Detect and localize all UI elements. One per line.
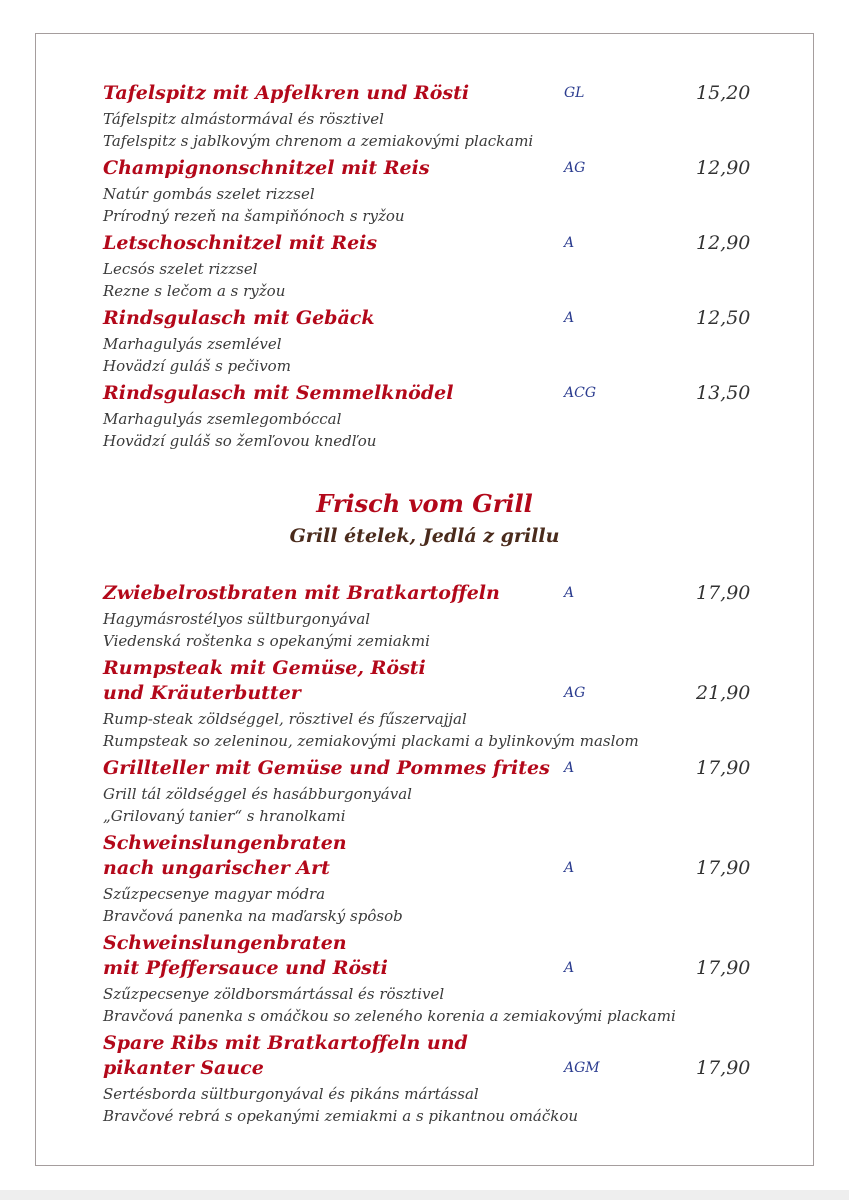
menu-item [0, 231, 849, 306]
description-slovak: Prírodný rezeň na šampiňónoch s ryžou [103, 207, 405, 225]
menu-item [0, 656, 849, 756]
allergen-codes: A [564, 235, 575, 251]
description-hungarian: Grill tál zöldséggel és hasábburgonyával [103, 785, 412, 803]
dish-name-row [0, 931, 849, 956]
dish-name-row [0, 656, 849, 681]
description-hungarian: Szűzpecsenye magyar módra [103, 885, 326, 903]
menu-item [0, 831, 849, 931]
dish-name: pikanter Sauce [103, 1057, 264, 1079]
description-slovak: Bravčová panenka na maďarský spôsob [103, 907, 403, 925]
dish-description [0, 181, 849, 231]
price: 17,90 [696, 1057, 751, 1079]
allergen-codes: AG [564, 160, 586, 176]
description-hungarian: Rump-steak zöldséggel, rösztivel és fűszervajjal [103, 710, 467, 728]
menu-item [0, 756, 849, 831]
price: 12,90 [696, 232, 751, 254]
description-hungarian: Sertésborda sültburgonyával és pikáns mártással [103, 1085, 479, 1103]
price: 17,90 [696, 582, 751, 604]
dish-name-row [0, 306, 849, 331]
dish-name-row [0, 831, 849, 856]
menu-item [0, 931, 849, 1031]
price: 21,90 [696, 682, 751, 704]
allergen-codes: A [564, 310, 575, 326]
section-title: Frisch vom Grill [316, 489, 533, 518]
description-hungarian: Lecsós szelet rizzsel [103, 260, 258, 278]
description-hungarian: Marhagulyás zsemlével [103, 335, 282, 353]
dish-name-row [0, 81, 849, 106]
price: 17,90 [696, 957, 751, 979]
dish-description [0, 881, 849, 931]
dish-name: Zwiebelrostbraten mit Bratkartoffeln [103, 582, 500, 604]
dish-name: Tafelspitz mit Apfelkren und Rösti [103, 82, 470, 104]
allergen-codes: A [564, 860, 575, 876]
description-slovak: Hovädzí guláš so žemľovou knedľou [103, 432, 377, 450]
dish-name: Schweinslungenbraten [103, 832, 347, 854]
allergen-codes: A [564, 585, 575, 601]
menu-item [0, 156, 849, 231]
allergen-codes: A [564, 960, 575, 976]
dish-name: mit Pfeffersauce und Rösti [103, 957, 388, 979]
dish-name: Spare Ribs mit Bratkartoffeln und [103, 1032, 468, 1054]
dish-name-row [0, 1031, 849, 1056]
allergen-codes: A [564, 760, 575, 776]
dish-description [0, 781, 849, 831]
menu-item [0, 306, 849, 381]
dish-name: Schweinslungenbraten [103, 932, 347, 954]
description-slovak: Hovädzí guláš s pečivom [103, 357, 291, 375]
menu-section-top [0, 81, 849, 456]
description-slovak: Tafelspitz s jablkovým chrenom a zemiakovými plackami [103, 132, 534, 150]
dish-name-row [0, 581, 849, 606]
menu-item [0, 381, 849, 456]
description-hungarian: Szűzpecsenye zöldborsmártással és rösztivel [103, 985, 445, 1003]
dish-name: Grillteller mit Gemüse und Pommes frites [103, 757, 550, 779]
price: 17,90 [696, 757, 751, 779]
description-slovak: Bravčová panenka s omáčkou so zeleného korenia a zemiakovými plackami [103, 1007, 676, 1025]
section-subtitle: Grill ételek, Jedlá z grillu [289, 525, 560, 547]
allergen-codes: AG [564, 685, 586, 701]
dish-description [0, 256, 849, 306]
allergen-codes: GL [564, 85, 585, 101]
dish-description [0, 981, 849, 1031]
dish-name: Rindsgulasch mit Gebäck [103, 307, 375, 329]
dish-name: nach ungarischer Art [103, 857, 330, 879]
menu-section-grill [0, 581, 849, 1131]
description-hungarian: Hagymásrostélyos sültburgonyával [103, 610, 371, 628]
dish-name-row [0, 381, 849, 406]
price: 12,50 [696, 307, 751, 329]
price: 15,20 [696, 82, 751, 104]
dish-name: Rumpsteak mit Gemüse, Rösti [103, 657, 426, 679]
description-slovak: Viedenská roštenka s opekanými zemiakmi [103, 632, 430, 650]
price: 13,50 [696, 382, 751, 404]
description-slovak: Bravčové rebrá s opekanými zemiakmi a s pikantnou omáčkou [103, 1107, 579, 1125]
bottom-band [0, 1190, 849, 1200]
description-slovak: Rumpsteak so zeleninou, zemiakovými plackami a bylinkovým maslom [103, 732, 639, 750]
dish-description [0, 406, 849, 456]
description-hungarian: Natúr gombás szelet rizzsel [103, 185, 315, 203]
menu-item [0, 1031, 849, 1131]
dish-name-row [0, 856, 849, 881]
dish-name-row [0, 681, 849, 706]
price: 12,90 [696, 157, 751, 179]
dish-description [0, 331, 849, 381]
dish-name: und Kräuterbutter [103, 682, 301, 704]
dish-name-row [0, 756, 849, 781]
allergen-codes: ACG [564, 385, 597, 401]
description-hungarian: Táfelspitz almástormával és rösztivel [103, 110, 384, 128]
allergen-codes: AGM [564, 1060, 600, 1076]
menu-item [0, 581, 849, 656]
menu-item [0, 81, 849, 156]
dish-description [0, 706, 849, 756]
description-slovak: Rezne s lečom a s ryžou [103, 282, 286, 300]
dish-name: Rindsgulasch mit Semmelknödel [103, 382, 454, 404]
dish-description [0, 106, 849, 156]
description-slovak: „Grilovaný tanier“ s hranolkami [103, 807, 346, 825]
dish-name-row [0, 231, 849, 256]
dish-name: Letschoschnitzel mit Reis [103, 232, 378, 254]
dish-description [0, 606, 849, 656]
dish-name-row [0, 156, 849, 181]
dish-description [0, 1081, 849, 1131]
dish-name-row [0, 1056, 849, 1081]
dish-name: Champignonschnitzel mit Reis [103, 157, 430, 179]
description-hungarian: Marhagulyás zsemlegombóccal [103, 410, 342, 428]
dish-name-row [0, 956, 849, 981]
price: 17,90 [696, 857, 751, 879]
